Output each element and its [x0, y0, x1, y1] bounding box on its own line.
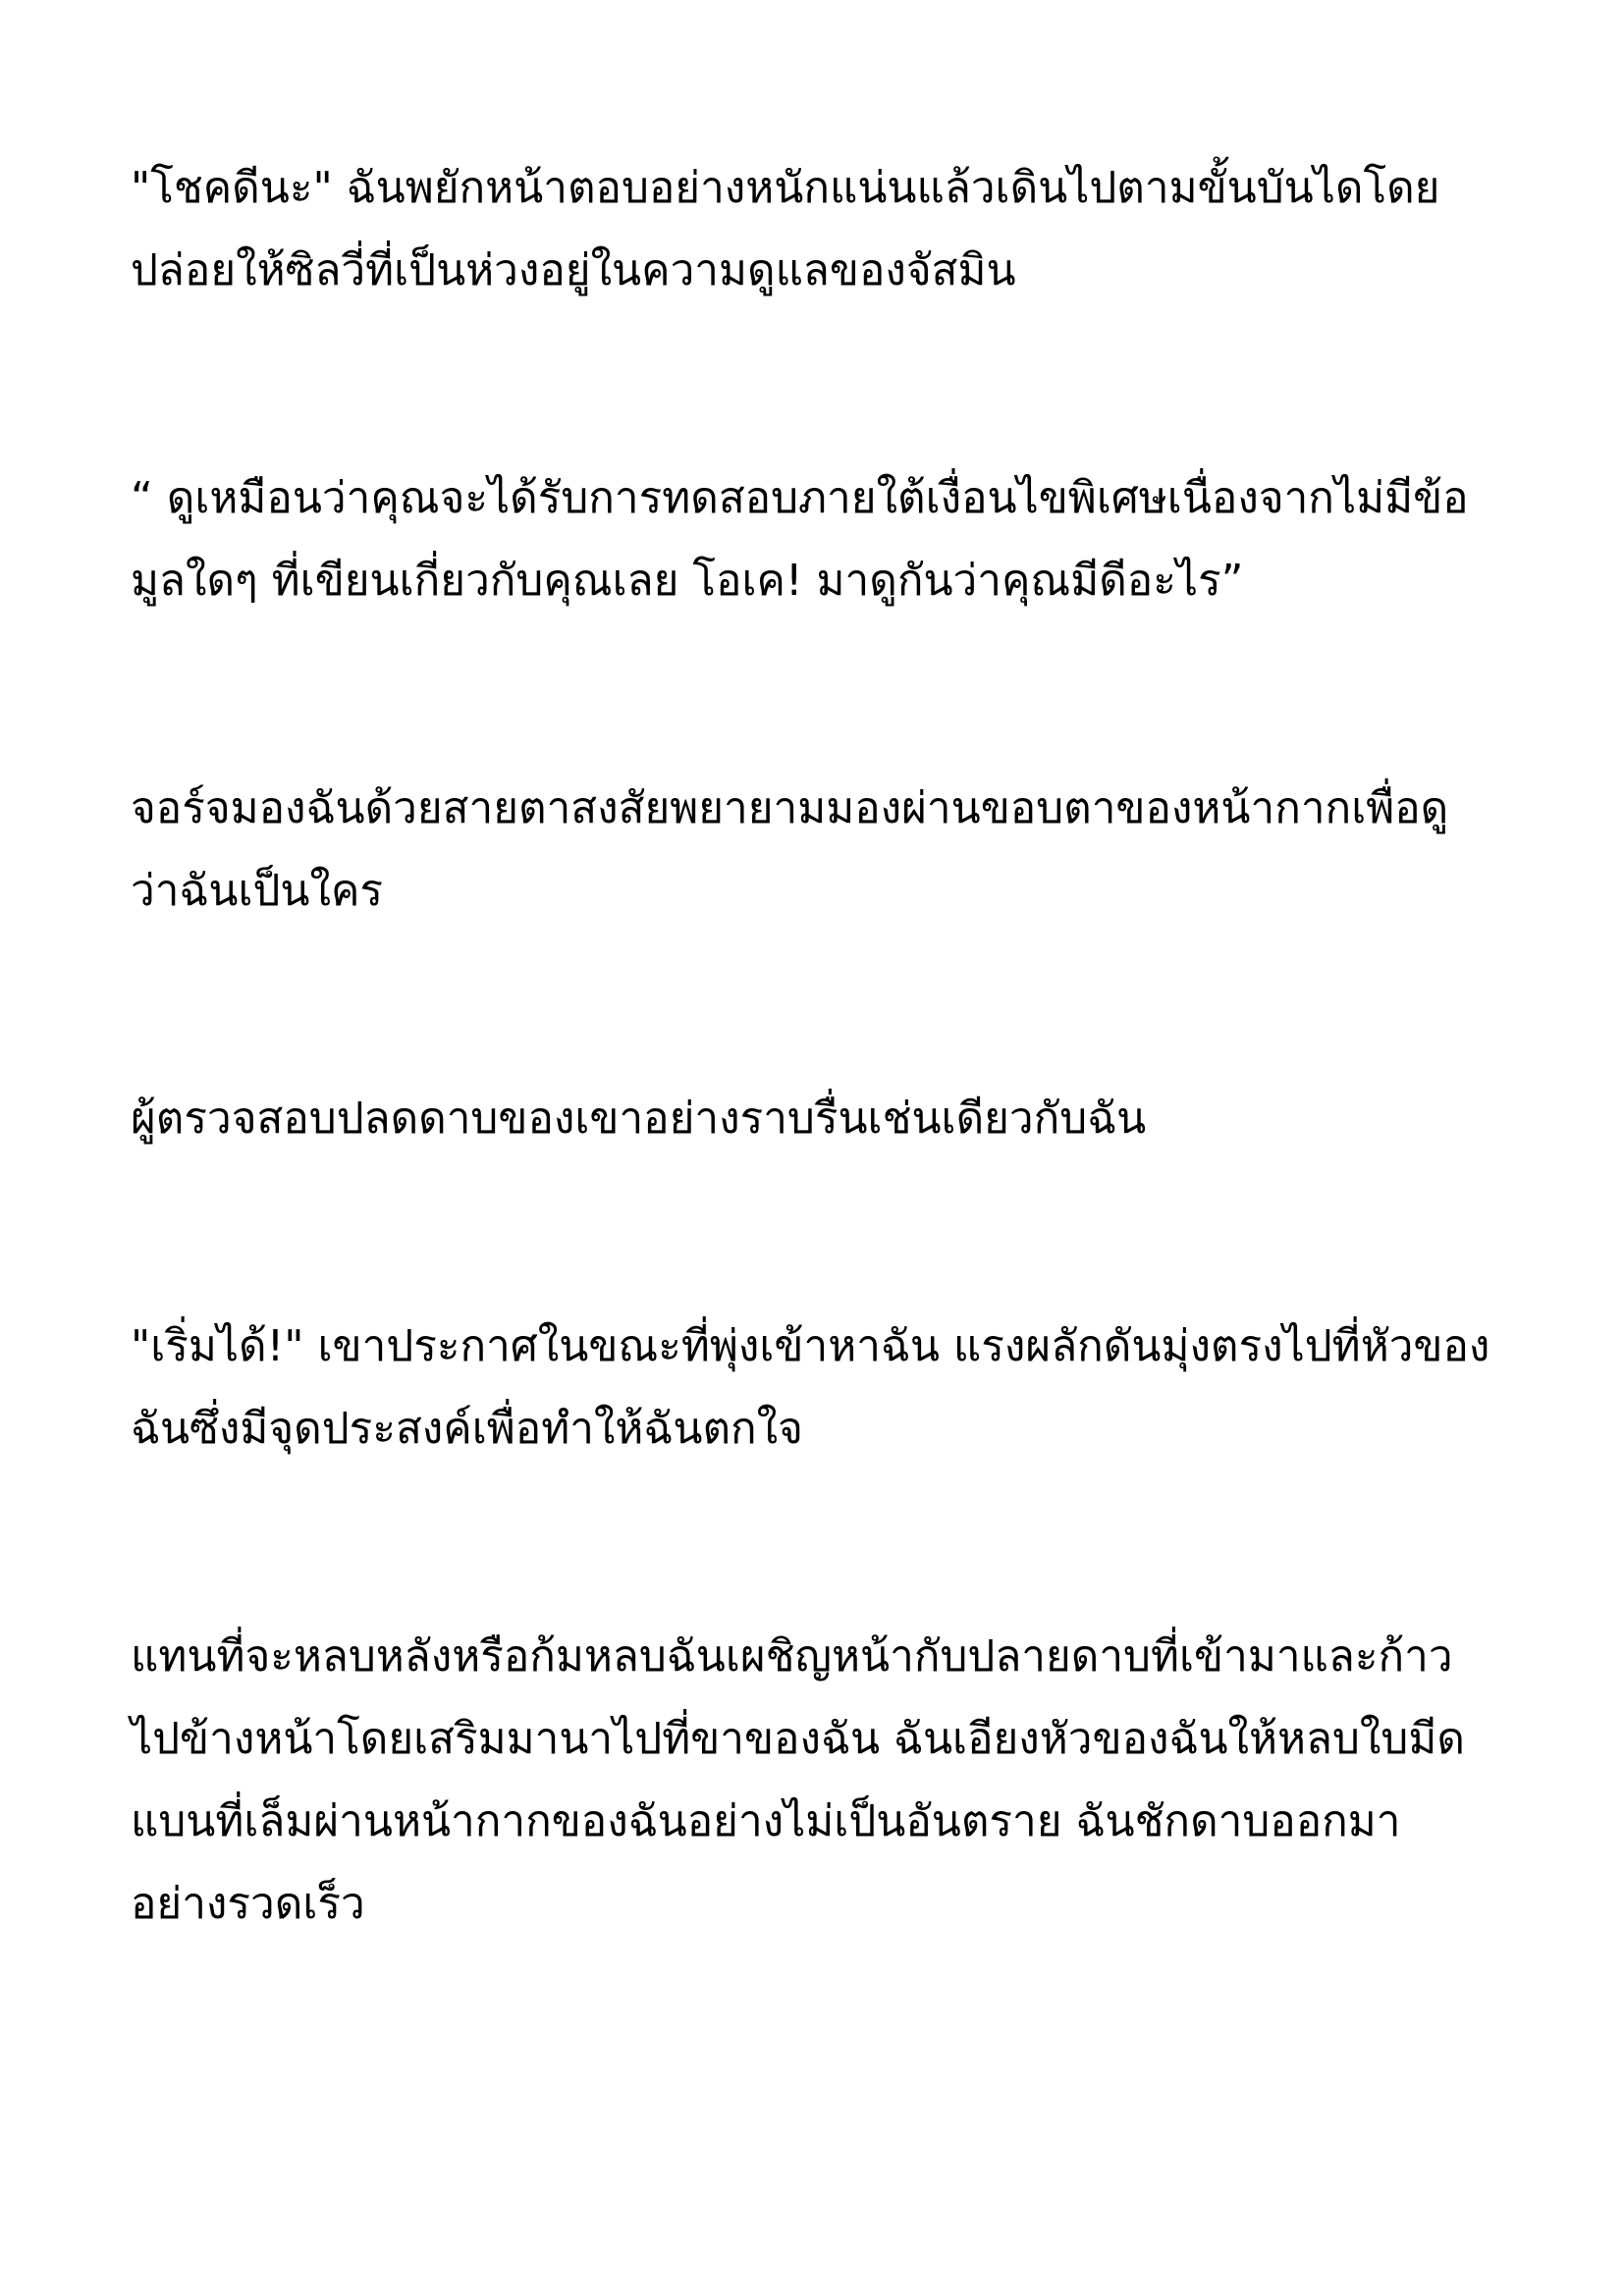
paragraph-6: แทนที่จะหลบหลังหรือก้มหลบฉันเผชิญหน้ากับปลายดาบที่เข้ามาและก้าวไปข้างหน้าโดยเสริมมานาไปที่ขาของฉัน ฉันเอียงหัวของฉันให้หลบใบมีดแบนที่เล็มผ่านหน้ากากของฉันอย่างไม่เป็นอันตราย ฉันชักดาบออกมาอย่างรวดเร็ว: [131, 1631, 1465, 1929]
paragraph-1: "โชคดีนะ" ฉันพยักหน้าตอบอย่างหนักแน่นแล้วเดินไปตามขั้นบันไดโดยปล่อยให้ซิลวี่ที่เป็นห่วงอยู่ในความดูแลของจัสมิน: [131, 163, 1440, 295]
paragraph-4: ผู้ตรวจสอบปลดดาบของเขาอย่างราบรื่นเช่นเดียวกับฉัน: [131, 1094, 1147, 1144]
paragraph-3: จอร์จมองฉันด้วยสายตาสงสัยพยายามมองผ่านขอบตาของหน้ากากเพื่อดูว่าฉันเป็นใคร: [131, 783, 1449, 916]
paragraph-5-dialogue: "เริ่มได้!" เขาประกาศในขณะที่พุ่งเข้าหาฉัน แรงผลักดันมุ่งตรงไปที่หัวของฉันซึ่งมีจุดประสงค์เพื่อทำให้ฉันตกใจ: [131, 1321, 1490, 1454]
paragraph-2-dialogue: “ ดูเหมือนว่าคุณจะได้รับการทดสอบภายใต้เงื่อนไขพิเศษเนื่องจากไม่มีข้อมูลใดๆ ที่เขียนเกี่ยวกับคุณเลย โอเค! มาดูกันว่าคุณมีดีอะไร”: [131, 473, 1469, 606]
